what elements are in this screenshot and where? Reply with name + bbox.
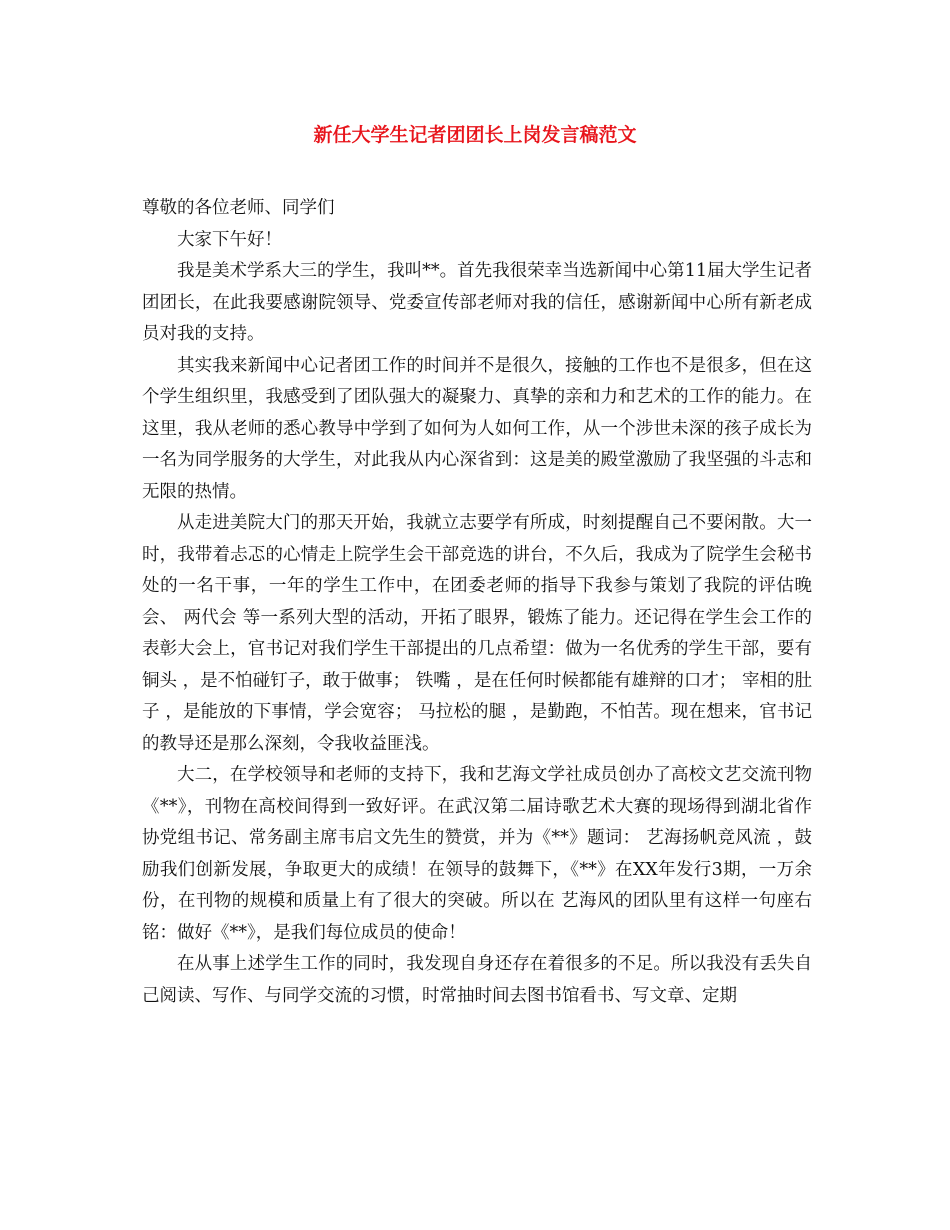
paragraph-greeting: 大家下午好！ <box>177 229 282 250</box>
paragraph-sophomore-year: 大二，在学校领导和老师的支持下，我和艺海文学社成员创办了高校文艺交流刊物《**》，刊物在高校间得到一致好评。在武汉第二届诗歌艺术大赛的现场得到湖北省作协党组书记、常务副主席韦启文先生的赞赏，并为《**》题词： 艺海扬帆竞风流 ，鼓励我们创新发展，争取更大的成绩！在领导的鼓舞下，《**》在XX年发行3期，一万余份，在刊物的规模和质量上有了很大的突破。所以在 艺海风的团队里有这样一句座右铭：做好《**》，是我们每位成员的使命！ <box>142 765 812 943</box>
paragraph-introduction: 我是美术学系大三的学生，我叫**。首先我很荣幸当选新闻中心第11届大学生记者团团长，在此我要感谢院领导、党委宣传部老师对我的信任，感谢新闻中心所有新老成员对我的支持。 <box>142 261 812 344</box>
document-title: 新任大学生记者团团长上岗发言稿范文 <box>313 124 637 146</box>
salutation: 尊敬的各位老师、同学们 <box>142 198 335 218</box>
paragraph-experience: 其实我来新闻中心记者团工作的时间并不是很久，接触的工作也不是很多，但在这个学生组织里，我感受到了团队强大的凝聚力、真挚的亲和力和艺术的工作的能力。在这里，我从老师的悉心教导中学到了如何为人如何工作，从一个涉世未深的孩子成长为一名为同学服务的大学生，对此我从内心深省到：这是美的殿堂激励了我坚强的斗志和无限的热情。 <box>142 355 812 502</box>
paragraph-freshman-year: 从走进美院大门的那天开始，我就立志要学有所成，时刻提醒自己不要闲散。大一时，我带着忐忑的心情走上院学生会干部竞选的讲台，不久后，我成为了院学生会秘书处的一名干事，一年的学生工作中，在团委老师的指导下我参与策划了我院的评估晚会、 两代会 等一系列大型的活动，开拓了眼界，锻炼了能力。还记得在学生会工作的表彰大会上，官书记对我们学生干部提出的几点希望：做为一名优秀的学生干部，要有 铜头 ，是不怕碰钉子，敢于做事； 铁嘴 ，是在任何时候都能有雄辩的口才； 宰相的肚子 ，是能放的下事情，学会宽容； 马拉松的腿 ，是勤跑，不怕苦。现在想来，官书记的教导还是那么深刻，令我收益匪浅。 <box>142 513 812 754</box>
document-body <box>142 193 812 1012</box>
paragraph-self-improvement: 在从事上述学生工作的同时，我发现自身还存在着很多的不足。所以我没有丢失自己阅读、写作、与同学交流的习惯，时常抽时间去图书馆看书、写文章、定期 <box>142 954 812 1006</box>
